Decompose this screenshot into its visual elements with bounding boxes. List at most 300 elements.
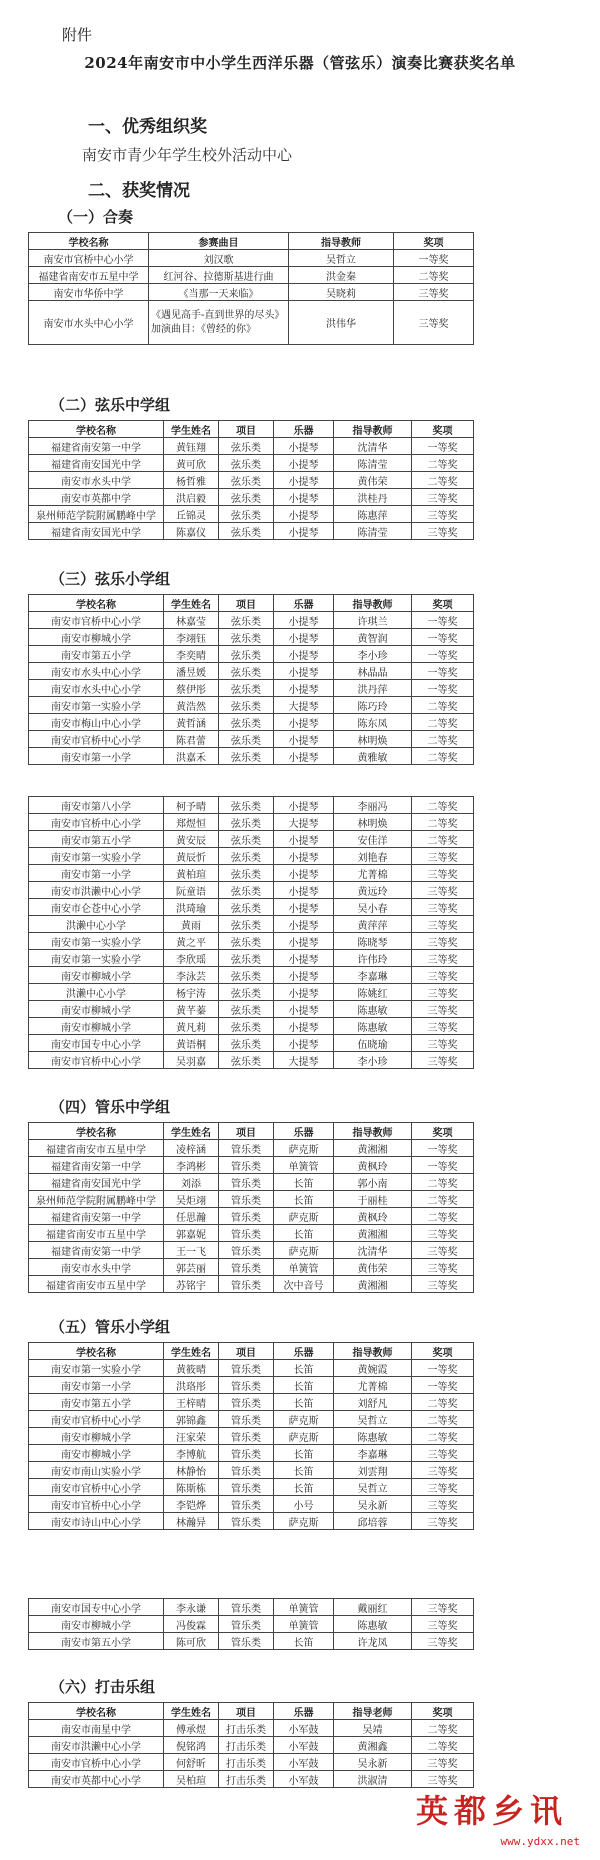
table-cell: 三等奖	[412, 1445, 474, 1462]
table-cell: 陈斯栋	[164, 1479, 219, 1496]
column-header: 项目	[219, 1703, 274, 1720]
table-row	[29, 1018, 474, 1035]
table-cell: 《当那一天来临》	[149, 284, 289, 301]
table-cell: 黄远玲	[334, 882, 412, 899]
table-row	[29, 882, 474, 899]
table-cell: 二等奖	[412, 1720, 474, 1737]
table-cell: 南安市官桥中心小学	[29, 1052, 164, 1069]
table-cell: 小提琴	[274, 865, 334, 882]
table-cell: 刘舒凡	[334, 1394, 412, 1411]
column-header: 项目	[219, 595, 274, 612]
table-cell: 南安市官桥中心小学	[29, 1496, 164, 1513]
table-cell: 三等奖	[412, 1462, 474, 1479]
table-cell: 三等奖	[412, 1259, 474, 1276]
table-cell: 管乐类	[219, 1513, 274, 1530]
table-cell: 洪丹萍	[334, 680, 412, 697]
table-row	[29, 1225, 474, 1242]
table-row	[29, 284, 474, 301]
table-cell: 弦乐类	[219, 950, 274, 967]
table-cell: 一等奖	[394, 250, 474, 267]
table-cell: 李铠烨	[164, 1496, 219, 1513]
table-cell: 萨克斯	[274, 1208, 334, 1225]
winds-middle-title: （四）管乐中学组	[50, 1098, 171, 1116]
table-cell: 南安市国专中心小学	[29, 1599, 164, 1616]
table-cell: 小提琴	[274, 1001, 334, 1018]
table-row	[29, 1411, 474, 1428]
table-row	[29, 1599, 474, 1616]
column-header: 指导教师	[334, 1123, 412, 1140]
table-cell: 南安市南山实验小学	[29, 1462, 164, 1479]
table-cell: 小军鼓	[274, 1754, 334, 1771]
table-cell: 郭锦鑫	[164, 1411, 219, 1428]
table-cell: 弦乐类	[219, 646, 274, 663]
table-row	[29, 731, 474, 748]
table-cell: 二等奖	[412, 1191, 474, 1208]
table-cell: 小提琴	[274, 455, 334, 472]
column-header: 项目	[219, 1123, 274, 1140]
table-cell: 弦乐类	[219, 848, 274, 865]
table-cell: 二等奖	[412, 748, 474, 765]
table-cell: 郑煜恒	[164, 814, 219, 831]
table-cell: 二等奖	[412, 714, 474, 731]
table-cell: 红河谷、拉德斯基进行曲	[149, 267, 289, 284]
table-cell: 单簧管	[274, 1259, 334, 1276]
table-cell: 李鸿彬	[164, 1157, 219, 1174]
table-cell: 二等奖	[412, 1208, 474, 1225]
table-cell: 小提琴	[274, 831, 334, 848]
table-cell: 小提琴	[274, 967, 334, 984]
table-cell: 黄可欣	[164, 455, 219, 472]
table-cell: 二等奖	[412, 814, 474, 831]
table-row	[29, 523, 474, 540]
table-cell: 吴永新	[334, 1496, 412, 1513]
table-cell: 长笛	[274, 1360, 334, 1377]
table-cell: 黄之平	[164, 933, 219, 950]
table-cell: 管乐类	[219, 1599, 274, 1616]
table-header-row	[29, 1123, 474, 1140]
table-cell: 南安市梅山中心小学	[29, 714, 164, 731]
table-cell: 郭芸丽	[164, 1259, 219, 1276]
table-cell: 南安市第一小学	[29, 865, 164, 882]
table-row	[29, 1191, 474, 1208]
table-cell: 吴靖	[334, 1720, 412, 1737]
table-cell: 南安市柳城小学	[29, 967, 164, 984]
table-cell: 萨克斯	[274, 1513, 334, 1530]
table-cell: 南安市柳城小学	[29, 1616, 164, 1633]
table-cell: 长笛	[274, 1174, 334, 1191]
table-cell: 三等奖	[412, 1513, 474, 1530]
table-cell: 打击乐类	[219, 1754, 274, 1771]
table-cell: 弦乐类	[219, 523, 274, 540]
table-row	[29, 831, 474, 848]
table-cell: 林明焕	[334, 731, 412, 748]
table-row	[29, 933, 474, 950]
table-cell: 管乐类	[219, 1496, 274, 1513]
table-cell: 长笛	[274, 1633, 334, 1650]
table-cell: 刘艳春	[334, 848, 412, 865]
table-cell: 福建省南安第一中学	[29, 1242, 164, 1259]
excellent-org-name: 南安市青少年学生校外活动中心	[82, 146, 293, 164]
table-cell: 泉州师范学院附属鹏峰中学	[29, 506, 164, 523]
table-cell: 长笛	[274, 1462, 334, 1479]
table-row	[29, 1496, 474, 1513]
table-row	[29, 455, 474, 472]
table-cell: 管乐类	[219, 1445, 274, 1462]
table-cell: 二等奖	[412, 1428, 474, 1445]
table-cell: 一等奖	[412, 1157, 474, 1174]
table-header-row	[29, 1343, 474, 1360]
table-cell: 李欣瑶	[164, 950, 219, 967]
table-cell: 三等奖	[394, 284, 474, 301]
table-cell: 南安市洪濑中心小学	[29, 882, 164, 899]
table-cell: 陈可欣	[164, 1633, 219, 1650]
table-cell: 黄湘湘	[334, 1140, 412, 1157]
table-row	[29, 714, 474, 731]
table-cell: 倪铭鸿	[164, 1737, 219, 1754]
table-cell: 小提琴	[274, 663, 334, 680]
table-cell: 二等奖	[412, 831, 474, 848]
table-cell: 弦乐类	[219, 916, 274, 933]
column-header: 奖项	[412, 1703, 474, 1720]
table-cell: 大提琴	[274, 1052, 334, 1069]
table-cell: 福建省南安市五星中学	[29, 1276, 164, 1293]
table-cell: 三等奖	[412, 1052, 474, 1069]
table-cell: 弦乐类	[219, 882, 274, 899]
table-row	[29, 1754, 474, 1771]
table-cell: 管乐类	[219, 1259, 274, 1276]
table-cell: 一等奖	[412, 438, 474, 455]
table-cell: 福建省南安市五星中学	[29, 267, 149, 284]
table-cell: 陈晓琴	[334, 933, 412, 950]
table-cell: 萨克斯	[274, 1428, 334, 1445]
table-cell: 南安市第一实验小学	[29, 848, 164, 865]
table-cell: 一等奖	[412, 1377, 474, 1394]
table-cell: 李博航	[164, 1445, 219, 1462]
table-cell: 杨哲雅	[164, 472, 219, 489]
table-cell: 单簧管	[274, 1157, 334, 1174]
table-cell: 二等奖	[412, 472, 474, 489]
column-header: 项目	[219, 1343, 274, 1360]
table-cell: 李嘉琳	[334, 1445, 412, 1462]
table-row	[29, 1479, 474, 1496]
table-row	[29, 916, 474, 933]
table-cell: 黄筱晴	[164, 1360, 219, 1377]
table-row	[29, 301, 474, 345]
table-cell: 尤菁棉	[334, 865, 412, 882]
table-cell: 南安市水头中学	[29, 472, 164, 489]
table-cell: 长笛	[274, 1445, 334, 1462]
percussion-table	[28, 1702, 474, 1788]
column-header: 学校名称	[29, 1123, 164, 1140]
table-cell: 三等奖	[412, 506, 474, 523]
table-cell: 三等奖	[412, 1035, 474, 1052]
table-cell: 许伟玲	[334, 950, 412, 967]
table-cell: 小提琴	[274, 748, 334, 765]
table-cell: 小提琴	[274, 899, 334, 916]
table-cell: 一等奖	[412, 1140, 474, 1157]
table-cell: 管乐类	[219, 1191, 274, 1208]
table-cell: 萨克斯	[274, 1242, 334, 1259]
table-cell: 凌梓涵	[164, 1140, 219, 1157]
table-row	[29, 438, 474, 455]
table-cell: 吴哲立	[289, 250, 394, 267]
table-cell: 弦乐类	[219, 1018, 274, 1035]
table-cell: 弦乐类	[219, 438, 274, 455]
table-cell: 小提琴	[274, 523, 334, 540]
table-row	[29, 1242, 474, 1259]
table-cell: 小提琴	[274, 612, 334, 629]
table-cell: 黄智润	[334, 629, 412, 646]
table-cell: 二等奖	[394, 267, 474, 284]
table-cell: 南安市第五小学	[29, 1633, 164, 1650]
table-cell: 杨宇涛	[164, 984, 219, 1001]
table-cell: 弦乐类	[219, 984, 274, 1001]
table-cell: 陈嘉仪	[164, 523, 219, 540]
table-cell: 任思瀚	[164, 1208, 219, 1225]
table-cell: 管乐类	[219, 1242, 274, 1259]
table-cell: 于丽桂	[334, 1191, 412, 1208]
table-cell: 南安市第一小学	[29, 1377, 164, 1394]
column-header: 乐器	[274, 1123, 334, 1140]
table-cell: 南安市第五小学	[29, 831, 164, 848]
table-cell: 南安市柳城小学	[29, 1018, 164, 1035]
table-cell: 洪伟华	[289, 301, 394, 345]
table-cell: 小提琴	[274, 916, 334, 933]
table-cell: 管乐类	[219, 1616, 274, 1633]
table-cell: 小提琴	[274, 506, 334, 523]
table-cell: 小提琴	[274, 950, 334, 967]
table-cell: 吴永新	[334, 1754, 412, 1771]
column-header: 指导教师	[334, 1343, 412, 1360]
table-row	[29, 267, 474, 284]
table-cell: 李嘉琳	[334, 967, 412, 984]
table-cell: 南安市官桥中心小学	[29, 250, 149, 267]
table-cell: 南安市官桥中心小学	[29, 612, 164, 629]
table-row	[29, 697, 474, 714]
table-cell: 二等奖	[412, 1737, 474, 1754]
table-cell: 三等奖	[412, 1225, 474, 1242]
table-cell: 南安市英都中学	[29, 489, 164, 506]
table-cell: 二等奖	[412, 1411, 474, 1428]
table-header-row	[29, 233, 474, 250]
table-row	[29, 1737, 474, 1754]
table-row	[29, 1428, 474, 1445]
table-cell: 陈姚红	[334, 984, 412, 1001]
table-cell: 陈东凤	[334, 714, 412, 731]
table-cell: 三等奖	[412, 523, 474, 540]
table-cell: 黄柏瑄	[164, 865, 219, 882]
table-cell: 黄伟荣	[334, 472, 412, 489]
table-cell: 弦乐类	[219, 831, 274, 848]
table-cell: 管乐类	[219, 1360, 274, 1377]
table-cell: 弦乐类	[219, 1001, 274, 1018]
table-cell: 黄语桐	[164, 1035, 219, 1052]
table-cell: 陈惠萍	[334, 506, 412, 523]
table-cell: 黄雅敏	[334, 748, 412, 765]
table-cell: 吴柏瑄	[164, 1771, 219, 1788]
table-cell: 阮童语	[164, 882, 219, 899]
table-cell: 一等奖	[412, 629, 474, 646]
table-cell: 安佳洋	[334, 831, 412, 848]
section-excellent-org-title: 一、优秀组织奖	[88, 117, 207, 137]
table-row	[29, 1208, 474, 1225]
table-cell: 长笛	[274, 1377, 334, 1394]
table-cell: 林明焕	[334, 814, 412, 831]
table-cell: 大提琴	[274, 814, 334, 831]
table-cell: 三等奖	[412, 916, 474, 933]
table-cell: 管乐类	[219, 1633, 274, 1650]
table-cell: 《遇见高手-直到世界的尽头》 加演曲目：《曾经的你》	[149, 301, 289, 345]
table-cell: 一等奖	[412, 680, 474, 697]
table-cell: 陈惠敏	[334, 1018, 412, 1035]
table-cell: 弦乐类	[219, 731, 274, 748]
table-cell: 南安市水头中心小学	[29, 301, 149, 345]
table-cell: 弦乐类	[219, 506, 274, 523]
table-cell: 管乐类	[219, 1208, 274, 1225]
table-row	[29, 663, 474, 680]
table-cell: 郭嘉妮	[164, 1225, 219, 1242]
table-cell: 南安市第一实验小学	[29, 933, 164, 950]
table-cell: 二等奖	[412, 797, 474, 814]
table-cell: 刘添	[164, 1174, 219, 1191]
table-cell: 吴哲立	[334, 1479, 412, 1496]
table-cell: 小提琴	[274, 629, 334, 646]
table-cell: 刘汉歌	[149, 250, 289, 267]
table-cell: 南安市第一实验小学	[29, 950, 164, 967]
table-cell: 许琪兰	[334, 612, 412, 629]
table-cell: 南安市华侨中学	[29, 284, 149, 301]
table-cell: 三等奖	[412, 950, 474, 967]
table-cell: 黄萍萍	[334, 916, 412, 933]
strings-middle-table	[28, 420, 474, 540]
table-cell: 三等奖	[412, 1018, 474, 1035]
column-header: 乐器	[274, 595, 334, 612]
column-header: 乐器	[274, 1343, 334, 1360]
table-row	[29, 899, 474, 916]
table-row	[29, 1035, 474, 1052]
table-cell: 长笛	[274, 1479, 334, 1496]
table-cell: 弦乐类	[219, 472, 274, 489]
table-cell: 二等奖	[412, 731, 474, 748]
column-header: 参赛曲目	[149, 233, 289, 250]
table-cell: 管乐类	[219, 1377, 274, 1394]
column-header: 指导教师	[334, 595, 412, 612]
table-cell: 福建省南安市五星中学	[29, 1225, 164, 1242]
table-cell: 弦乐类	[219, 1052, 274, 1069]
table-cell: 洪嘉禾	[164, 748, 219, 765]
watermark-url: www.ydxx.net	[500, 1835, 580, 1848]
table-row	[29, 250, 474, 267]
winds-primary-title: （五）管乐小学组	[50, 1318, 171, 1336]
table-cell: 三等奖	[412, 865, 474, 882]
table-cell: 小提琴	[274, 797, 334, 814]
table-cell: 南安市官桥中心小学	[29, 1411, 164, 1428]
table-cell: 戴丽红	[334, 1599, 412, 1616]
table-cell: 三等奖	[412, 967, 474, 984]
table-row	[29, 1259, 474, 1276]
table-cell: 弦乐类	[219, 489, 274, 506]
table-row	[29, 1377, 474, 1394]
table-cell: 洪珞彤	[164, 1377, 219, 1394]
table-cell: 郭小南	[334, 1174, 412, 1191]
table-cell: 李小珍	[334, 1052, 412, 1069]
table-cell: 三等奖	[412, 1599, 474, 1616]
table-cell: 陈清莹	[334, 455, 412, 472]
table-cell: 黄钰翔	[164, 438, 219, 455]
table-cell: 傅承煜	[164, 1720, 219, 1737]
table-cell: 长笛	[274, 1394, 334, 1411]
table-cell: 尤菁棉	[334, 1377, 412, 1394]
table-cell: 陈巧玲	[334, 697, 412, 714]
table-cell: 黄芊蓁	[164, 1001, 219, 1018]
table-row	[29, 950, 474, 967]
table-cell: 吴小春	[334, 899, 412, 916]
table-cell: 李翊钰	[164, 629, 219, 646]
table-cell: 南安市第五小学	[29, 1394, 164, 1411]
table-cell: 黄雨	[164, 916, 219, 933]
table-row	[29, 472, 474, 489]
table-cell: 洪桂丹	[334, 489, 412, 506]
table-cell: 黄辰忻	[164, 848, 219, 865]
column-header: 学生姓名	[164, 1703, 219, 1720]
table-cell: 李奕晴	[164, 646, 219, 663]
table-cell: 三等奖	[412, 1771, 474, 1788]
table-cell: 林嘉莹	[164, 612, 219, 629]
table-cell: 三等奖	[412, 882, 474, 899]
table-cell: 吴晓莉	[289, 284, 394, 301]
table-row	[29, 1445, 474, 1462]
column-header: 学校名称	[29, 421, 164, 438]
column-header: 奖项	[394, 233, 474, 250]
table-cell: 打击乐类	[219, 1720, 274, 1737]
table-cell: 南安市国专中心小学	[29, 1035, 164, 1052]
winds-primary-table-continued	[28, 1598, 474, 1650]
column-header: 指导教师	[289, 233, 394, 250]
table-cell: 南安市柳城小学	[29, 1445, 164, 1462]
table-cell: 福建省南安第一中学	[29, 1208, 164, 1225]
table-cell: 次中音号	[274, 1276, 334, 1293]
table-cell: 王一飞	[164, 1242, 219, 1259]
table-cell: 弦乐类	[219, 714, 274, 731]
table-cell: 吴炬翊	[164, 1191, 219, 1208]
table-cell: 陈君蕾	[164, 731, 219, 748]
table-cell: 洪濑中心小学	[29, 916, 164, 933]
column-header: 奖项	[412, 1343, 474, 1360]
table-cell: 李丽冯	[334, 797, 412, 814]
table-cell: 管乐类	[219, 1479, 274, 1496]
table-cell: 丘锦灵	[164, 506, 219, 523]
table-cell: 弦乐类	[219, 748, 274, 765]
table-cell: 萨克斯	[274, 1411, 334, 1428]
table-cell: 管乐类	[219, 1157, 274, 1174]
table-row	[29, 1616, 474, 1633]
table-cell: 管乐类	[219, 1140, 274, 1157]
table-row	[29, 1276, 474, 1293]
table-row	[29, 1052, 474, 1069]
table-cell: 洪启毅	[164, 489, 219, 506]
table-cell: 南安市官桥中心小学	[29, 1479, 164, 1496]
table-cell: 邱培蓉	[334, 1513, 412, 1530]
strings-primary-table	[28, 594, 474, 765]
column-header: 学生姓名	[164, 421, 219, 438]
table-cell: 黄湘鑫	[334, 1737, 412, 1754]
table-row	[29, 748, 474, 765]
table-cell: 南安市第八小学	[29, 797, 164, 814]
table-cell: 伍晓瑜	[334, 1035, 412, 1052]
table-cell: 黄婉霞	[334, 1360, 412, 1377]
table-cell: 南安市柳城小学	[29, 629, 164, 646]
table-row	[29, 984, 474, 1001]
